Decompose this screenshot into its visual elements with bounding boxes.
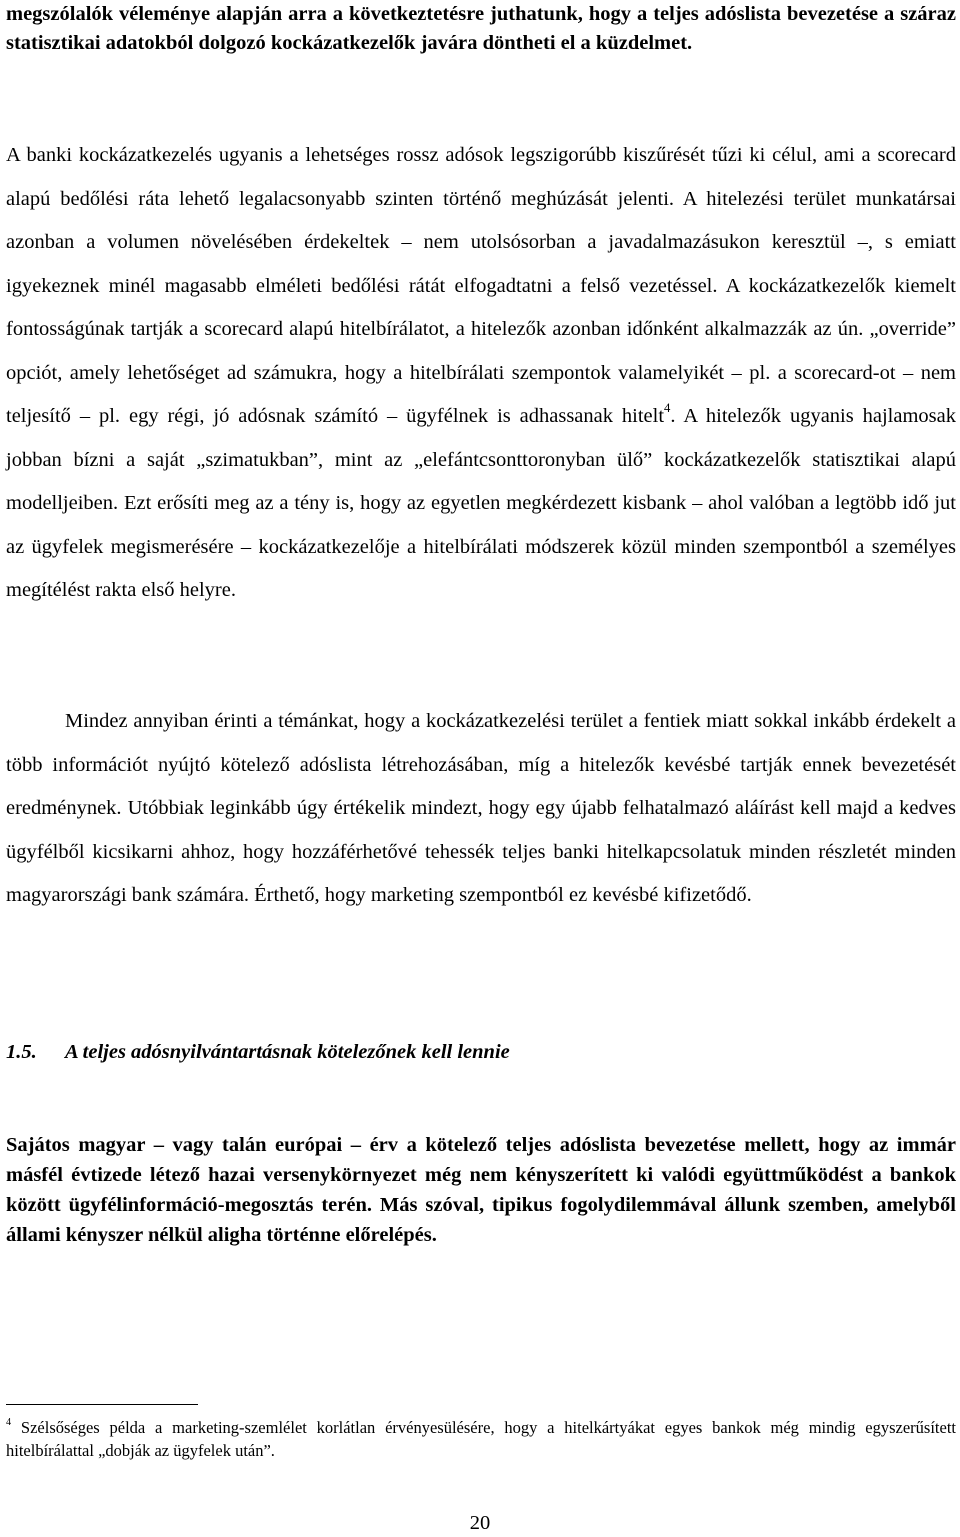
section-heading <box>6 1032 956 1072</box>
section-title: A teljes adósnyilvántartásnak kötelezőnek kell lennie <box>65 1041 510 1063</box>
footnote-reference[interactable]: 4 <box>664 401 671 416</box>
body-paragraph-1-text-b: . A hitelezők ugyanis hajlamosak jobban bízni a saját „szimatukban”, mint az „elefántcsonttoronyban ülő” kockázatkezelők statisztikai alapú modelljeiben. Ezt erősíti meg az a tény is, hogy az egyetlen megkérdezett kisbank – ahol valóban a legtöbb idő jut az ügyfelek megismerésére – kockázatkezelője a hitelbírálati módszerek közül minden szempontból a személyes megítélést rakta első helyre. <box>6 405 956 601</box>
footnote-divider <box>6 1404 198 1405</box>
intro-paragraph: megszólalók véleménye alapján arra a következtetésre juthatunk, hogy a teljes adóslista bevezetése a száraz statisztikai adatokból dolgozó kockázatkezelők javára döntheti el a küzdelmet. <box>6 3 956 54</box>
footnote-text: Szélsőséges példa a marketing-szemlélet korlátlan érvényesülésére, hogy a hitelkártyákat egyes bankok még mindig egyszerűsített hitelbírálattal „dobják az ügyfelek után”. <box>6 1418 956 1460</box>
footnote-marker: 4 <box>6 1416 12 1428</box>
page-number: 20 <box>469 1512 491 1534</box>
body-paragraph-2: Mindez annyiban érinti a témánkat, hogy a kockázatkezelési terület a fentiek miatt sokkal inkább érdekelt a több információt nyújtó kötelező adóslista létrehozásában, míg a hitelezők kevésbé tartják ennek bevezetését eredménynek. Utóbbiak leginkább úgy értékelik mindezt, hogy egy újabb felhatalmazó aláírást kell majd a kedves ügyfélből kicsikarni ahhoz, hogy hozzáférhetővé tehessék teljes banki hitelkapcsolatuk minden részletét minden magyarországi bank számára. Érthető, hogy marketing szempontból ez kevésbé kifizetődő. <box>6 710 956 906</box>
body-paragraph-1 <box>6 134 956 613</box>
footnote <box>6 1416 956 1462</box>
body-paragraph-1-text-a: A banki kockázatkezelés ugyanis a lehetséges rossz adósok legszigorúbb kiszűrését tűzi ki célul, ami a scorecard alapú bedőlési ráta lehető legalacsonyabb szinten történő meghúzását jelenti. A hitelezési terület munkatársai azonban a volumen növelésében érdekeltek – nem utolsósorban a javadalmazásukon keresztül –, s emiatt igyekeznek minél magasabb elméleti bedőlési rátát elfogadtatni a felső vezetéssel. A kockázatkezelők kiemelt fontosságúnak tartják a scorecard alapú hitelbírálatot, a hitelezők azonban időnként alkalmazzák az ún. „override” opciót, amely lehetőséget ad számukra, hogy a hitelbírálati szempontok valamelyikét – pl. a scorecard-ot – nem teljesítő – pl. egy régi, jó adósnak számító – ügyfélnek is adhassanak hitelt <box>6 144 956 427</box>
section-number: 1.5. <box>6 1041 37 1063</box>
summary-paragraph: Sajátos magyar – vagy talán európai – érv a kötelező teljes adóslista bevezetése mellett, hogy az immár másfél évtizede létező hazai versenykörnyezet még nem kényszerített ki valódi együttműködést a bankok között ügyfélinformáció-megosztás terén. Más szóval, tipikus fogolydilemmával állunk szemben, amelyből állami kényszer nélkül aligha történne előrelépés. <box>6 1134 956 1246</box>
